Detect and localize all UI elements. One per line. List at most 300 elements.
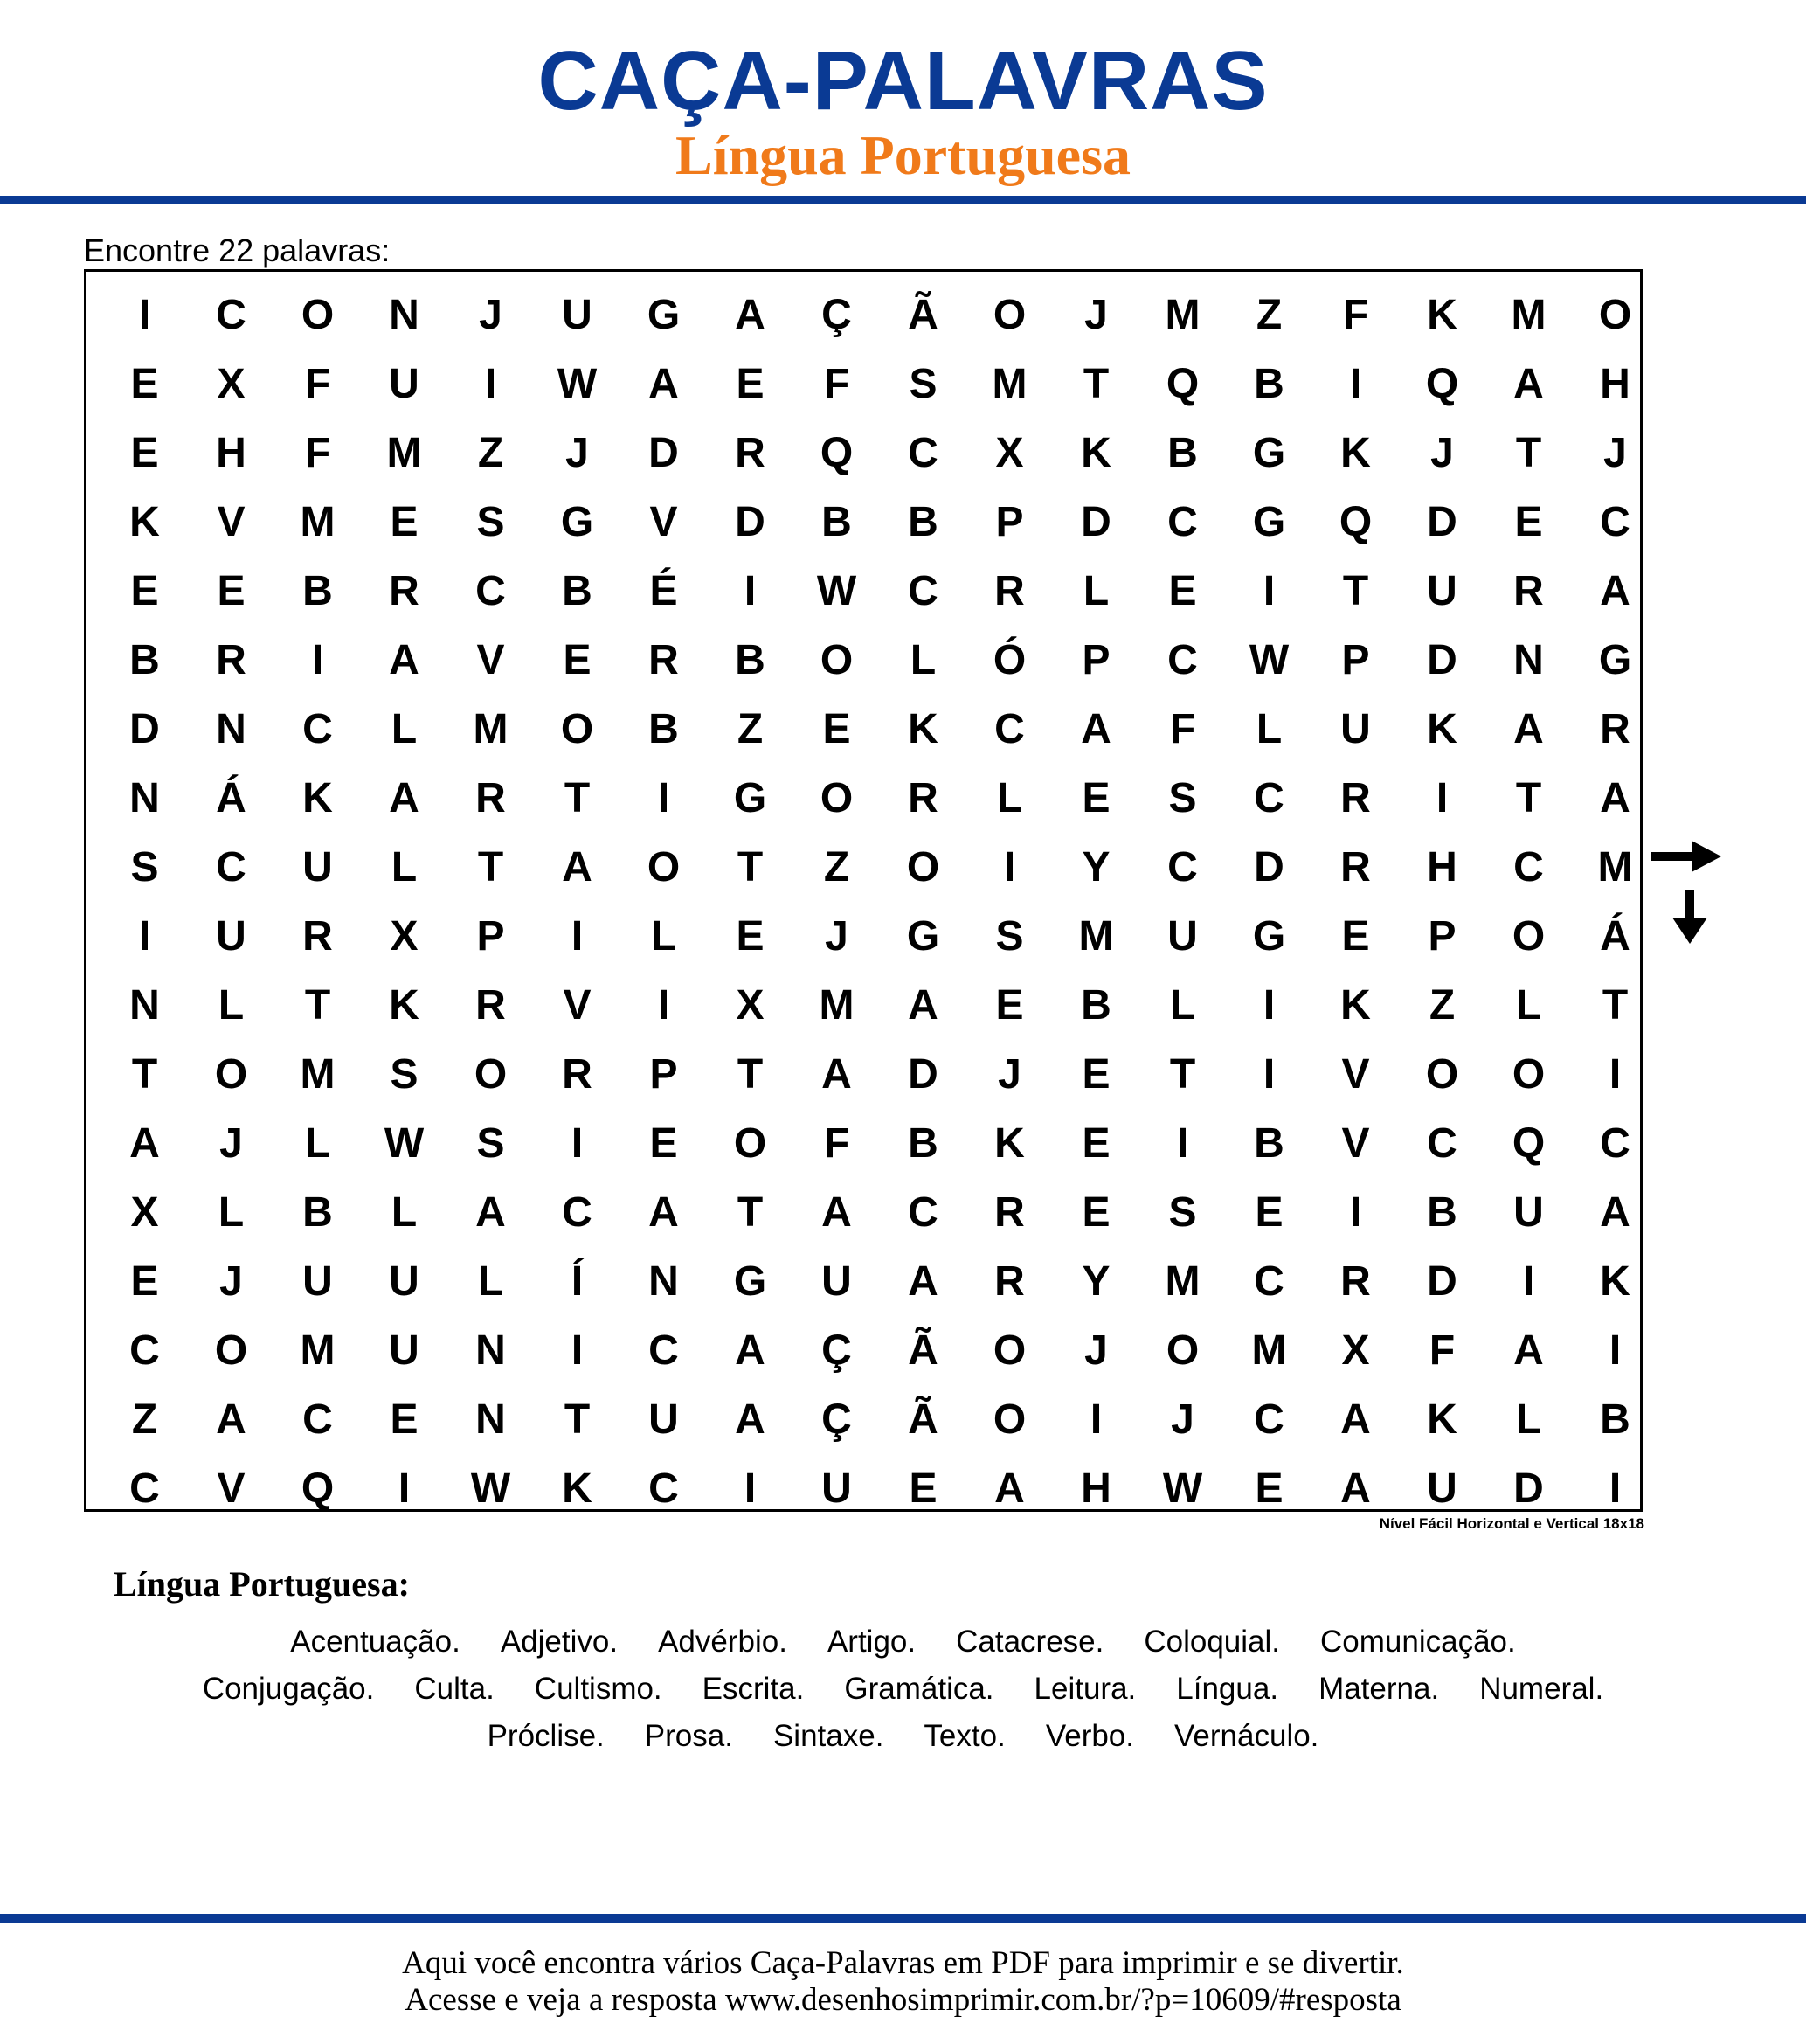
grid-cell: E	[736, 361, 765, 407]
grid-cell: E	[563, 637, 592, 683]
grid-cell: Z	[477, 430, 504, 476]
grid-cell: Z	[131, 1396, 158, 1443]
grid-cell: R	[735, 430, 765, 476]
grid-cell: J	[565, 430, 589, 476]
grid-cell: S	[995, 913, 1024, 960]
grid-cell: C	[1254, 1258, 1284, 1305]
grid-cell: L	[1256, 706, 1283, 752]
grid-cell: G	[1252, 430, 1286, 476]
grid-cell: J	[1171, 1396, 1194, 1443]
grid-cell: Á	[216, 775, 246, 821]
grid-cell: K	[129, 499, 160, 545]
grid-cell: K	[1340, 982, 1371, 1029]
grid-cell: V	[563, 982, 592, 1029]
grid-cell: V	[476, 637, 505, 683]
grid-cell: A	[735, 1396, 765, 1443]
grid-cell: K	[1081, 430, 1111, 476]
grid-cell: U	[389, 361, 419, 407]
word-list-item: Próclise.	[487, 1719, 605, 1753]
grid-cell: B	[908, 1120, 938, 1167]
grid-cell: A	[1600, 775, 1630, 821]
grid-cell: R	[1513, 568, 1544, 614]
grid-cell: A	[1340, 1465, 1371, 1512]
word-list-item: Prosa.	[644, 1719, 733, 1753]
grid-cell: K	[389, 982, 419, 1029]
grid-cell: R	[562, 1051, 592, 1098]
grid-cell: C	[302, 1396, 333, 1443]
grid-cell: F	[304, 361, 331, 407]
grid-cell: E	[1168, 568, 1197, 614]
grid-cell: C	[1167, 637, 1198, 683]
word-list-item: Verbo.	[1045, 1719, 1135, 1753]
grid-cell: T	[1515, 775, 1542, 821]
grid-cell: T	[1083, 361, 1110, 407]
grid-cell: U	[1427, 1465, 1457, 1512]
grid-cell: T	[131, 1051, 158, 1098]
grid-cell: I	[138, 292, 151, 338]
word-list-item: Gramática.	[844, 1672, 994, 1706]
grid-cell: Q	[1166, 361, 1200, 407]
grid-cell: C	[216, 844, 246, 890]
grid-cell: B	[1254, 361, 1284, 407]
grid-cell: C	[216, 292, 246, 338]
grid-cell: M	[300, 1327, 336, 1374]
word-list-item: Vernáculo.	[1174, 1719, 1319, 1753]
grid-cell: N	[129, 982, 160, 1029]
grid-cell: A	[389, 637, 419, 683]
grid-cell: A	[1600, 1189, 1630, 1236]
grid-cell: F	[304, 430, 331, 476]
grid-cell: M	[300, 1051, 336, 1098]
grid-cell: B	[735, 637, 765, 683]
grid-cell: W	[1162, 1465, 1203, 1512]
grid-cell: A	[735, 1327, 765, 1374]
grid-cell: L	[1515, 1396, 1542, 1443]
grid-cell: J	[479, 292, 502, 338]
grid-cell: B	[302, 1189, 333, 1236]
grid-cell: A	[1600, 568, 1630, 614]
grid-cell: F	[1342, 292, 1369, 338]
grid-cell: Á	[1600, 913, 1630, 960]
grid-cell: P	[1082, 637, 1111, 683]
grid-cell: C	[1167, 844, 1198, 890]
grid-cell: C	[1427, 1120, 1457, 1167]
grid-cell: W	[384, 1120, 425, 1167]
grid-cell: E	[130, 568, 159, 614]
grid-cell: S	[1168, 1189, 1197, 1236]
grid-cell: E	[130, 361, 159, 407]
grid-cell: U	[1340, 706, 1371, 752]
grid-cell: M	[1078, 913, 1114, 960]
grid-cell: E	[1082, 775, 1111, 821]
word-list-item: Conjugação.	[202, 1672, 375, 1706]
grid-cell: U	[1427, 568, 1457, 614]
grid-cell: I	[311, 637, 324, 683]
grid-cell: L	[391, 706, 418, 752]
grid-cell: B	[562, 568, 592, 614]
grid-cell: Q	[820, 430, 854, 476]
grid-cell: I	[1176, 1120, 1189, 1167]
grid-cell: N	[129, 775, 160, 821]
grid-cell: O	[993, 1327, 1027, 1374]
grid-cell: T	[564, 775, 591, 821]
grid-cell: Í	[571, 1258, 584, 1305]
grid-cell: Q	[1512, 1120, 1546, 1167]
grid-cell: I	[484, 361, 497, 407]
grid-cell: A	[648, 1189, 679, 1236]
grid-cell: R	[302, 913, 333, 960]
grid-cell: Ó	[993, 637, 1027, 683]
grid-cell: L	[1515, 982, 1542, 1029]
grid-cell: A	[908, 1258, 938, 1305]
grid-cell: R	[389, 568, 419, 614]
grid-cell: A	[1513, 706, 1544, 752]
grid-cell: H	[1081, 1465, 1111, 1512]
grid-cell: J	[219, 1258, 243, 1305]
grid-cell: Z	[1256, 292, 1283, 338]
grid-cell: T	[737, 1189, 764, 1236]
grid-cell: I	[571, 1327, 584, 1374]
grid-cell: L	[304, 1120, 331, 1167]
grid-cell: R	[994, 568, 1025, 614]
grid-cell: A	[1513, 361, 1544, 407]
word-list-item: Escrita.	[702, 1672, 805, 1706]
grid-cell: Q	[1339, 499, 1373, 545]
word-list-title: Língua Portuguesa:	[114, 1564, 410, 1604]
footer-line-2: Acesse e veja a resposta www.desenhosimprimir.com.br/?p=10609/#resposta	[405, 1982, 1401, 2018]
grid-cell: T	[1169, 1051, 1196, 1098]
grid-cell: D	[735, 499, 765, 545]
word-list-item: Cultismo.	[534, 1672, 662, 1706]
grid-cell: B	[1427, 1189, 1457, 1236]
grid-cell: X	[736, 982, 765, 1029]
grid-cell: C	[475, 568, 506, 614]
grid-cell: G	[1252, 913, 1286, 960]
grid-cell: R	[1340, 775, 1371, 821]
grid-cell: E	[1082, 1120, 1111, 1167]
grid-cell: C	[908, 1189, 938, 1236]
word-list-item: Leitura.	[1034, 1672, 1137, 1706]
grid-cell: A	[475, 1189, 506, 1236]
grid-cell: Ã	[908, 1396, 938, 1443]
grid-cell: T	[1515, 430, 1542, 476]
grid-cell: C	[908, 430, 938, 476]
grid-cell: C	[1600, 1120, 1630, 1167]
grid-cell: U	[389, 1258, 419, 1305]
grid-cell: V	[217, 499, 246, 545]
grid-cell: I	[1090, 1396, 1103, 1443]
grid-cell: D	[1427, 1258, 1457, 1305]
grid-cell: L	[391, 1189, 418, 1236]
grid-cell: L	[650, 913, 677, 960]
grid-cell: R	[994, 1258, 1025, 1305]
grid-cell: I	[398, 1465, 411, 1512]
grid-cell: E	[649, 1120, 678, 1167]
grid-cell: R	[908, 775, 938, 821]
grid-cell: A	[1340, 1396, 1371, 1443]
grid-cell: O	[733, 1120, 767, 1167]
grid-cell: U	[302, 844, 333, 890]
grid-cell: K	[1427, 292, 1457, 338]
grid-cell: J	[219, 1120, 243, 1167]
grid-cell: G	[733, 1258, 767, 1305]
grid-cell: U	[648, 1396, 679, 1443]
grid-cell: H	[1427, 844, 1457, 890]
grid-cell: B	[648, 706, 679, 752]
bottom-divider	[0, 1914, 1806, 1923]
grid-cell: O	[301, 292, 335, 338]
grid-cell: I	[1263, 982, 1276, 1029]
grid-cell: I	[1609, 1327, 1622, 1374]
grid-cell: C	[1167, 499, 1198, 545]
grid-cell: X	[390, 913, 419, 960]
grid-cell: O	[560, 706, 594, 752]
grid-cell: C	[129, 1465, 160, 1512]
grid-cell: O	[1166, 1327, 1200, 1374]
grid-cell: L	[218, 982, 245, 1029]
grid-cell: A	[1513, 1327, 1544, 1374]
grid-cell: W	[557, 361, 598, 407]
grid-cell: Y	[1082, 844, 1111, 890]
grid-cell: N	[1513, 637, 1544, 683]
grid-cell: E	[1255, 1465, 1284, 1512]
grid-cell: R	[1600, 706, 1630, 752]
grid-cell: S	[1168, 775, 1197, 821]
grid-cell: M	[1597, 844, 1633, 890]
grid-cell: K	[1340, 430, 1371, 476]
grid-cell: I	[138, 913, 151, 960]
grid-cell: N	[648, 1258, 679, 1305]
grid-cell: G	[906, 913, 940, 960]
grid-cell: E	[1514, 499, 1543, 545]
grid-cell: I	[657, 982, 670, 1029]
grid-cell: B	[1600, 1396, 1630, 1443]
grid-cell: M	[300, 499, 336, 545]
grid-cell: J	[1430, 430, 1454, 476]
grid-cell: A	[821, 1051, 852, 1098]
grid-cell: U	[1513, 1189, 1544, 1236]
grid-cell: K	[994, 1120, 1025, 1167]
grid-cell: G	[1252, 499, 1286, 545]
word-list-item: Adjetivo.	[500, 1625, 619, 1659]
grid-cell: B	[302, 568, 333, 614]
grid-cell: L	[1083, 568, 1110, 614]
grid-cell: M	[473, 706, 509, 752]
grid-cell: E	[909, 1465, 938, 1512]
grid-cell: O	[1512, 1051, 1546, 1098]
word-list-row	[0, 1713, 1806, 1760]
grid-cell: S	[390, 1051, 419, 1098]
instructions: Encontre 22 palavras:	[84, 232, 391, 268]
grid-cell: P	[649, 1051, 678, 1098]
grid-cell: U	[562, 292, 592, 338]
grid-cell: A	[648, 361, 679, 407]
word-list-item: Texto.	[924, 1719, 1006, 1753]
grid-cell: K	[1600, 1258, 1630, 1305]
grid-cell: T	[477, 844, 504, 890]
grid-cell: N	[389, 292, 419, 338]
grid-cell: A	[994, 1465, 1025, 1512]
grid-cell: O	[993, 292, 1027, 338]
grid-cell: T	[564, 1396, 591, 1443]
grid-cell: R	[475, 982, 506, 1029]
grid-cell: G	[560, 499, 594, 545]
grid-cell: R	[994, 1189, 1025, 1236]
grid-cell: P	[476, 913, 505, 960]
grid-cell: W	[816, 568, 857, 614]
grid-cell: F	[1169, 706, 1196, 752]
grid-cell: G	[647, 292, 681, 338]
grid-cell: Ã	[908, 292, 938, 338]
grid-cell: O	[214, 1327, 248, 1374]
grid-cell: O	[647, 844, 681, 890]
grid-cell: C	[1513, 844, 1544, 890]
grid-cell: C	[302, 706, 333, 752]
grid-cell: M	[819, 982, 855, 1029]
grid-cell: V	[649, 499, 678, 545]
grid-cell: F	[1429, 1327, 1456, 1374]
grid-cell: B	[908, 499, 938, 545]
grid-cell: X	[130, 1189, 159, 1236]
grid-cell: O	[1425, 1051, 1459, 1098]
grid-cell: K	[562, 1465, 592, 1512]
word-list-row	[0, 1666, 1806, 1713]
grid-cell: U	[821, 1465, 852, 1512]
grid-cell: E	[130, 430, 159, 476]
word-list-item: Sintaxe.	[772, 1719, 884, 1753]
grid-cell: C	[648, 1327, 679, 1374]
grid-cell: D	[648, 430, 679, 476]
grid-cell: A	[908, 982, 938, 1029]
word-list-item: Acentuação.	[290, 1625, 460, 1659]
arrow-down-icon	[1671, 890, 1709, 944]
grid-cell: E	[1341, 913, 1370, 960]
grid-cell: O	[1512, 913, 1546, 960]
grid-cell: L	[477, 1258, 504, 1305]
grid-cell: R	[1340, 844, 1371, 890]
grid-cell: Z	[1429, 982, 1456, 1029]
grid-cell: G	[1598, 637, 1632, 683]
grid-cell: I	[1263, 568, 1276, 614]
grid-cell: M	[386, 430, 422, 476]
grid-cell: E	[736, 913, 765, 960]
grid-cell: J	[1084, 1327, 1108, 1374]
grid-cell: I	[1609, 1465, 1622, 1512]
grid-cell: T	[737, 1051, 764, 1098]
page-subtitle: Língua Portuguesa	[675, 124, 1131, 186]
word-grid	[101, 281, 1658, 1523]
grid-cell: D	[1513, 1465, 1544, 1512]
grid-cell: D	[1427, 499, 1457, 545]
grid-cell: Ç	[821, 1327, 852, 1374]
grid-cell: A	[129, 1120, 160, 1167]
grid-cell: O	[474, 1051, 508, 1098]
grid-cell: K	[1427, 1396, 1457, 1443]
grid-cell: D	[908, 1051, 938, 1098]
grid-cell: N	[475, 1327, 506, 1374]
grid-cell: P	[1428, 913, 1457, 960]
grid-cell: D	[129, 706, 160, 752]
grid-cell: E	[1082, 1189, 1111, 1236]
grid-cell: I	[657, 775, 670, 821]
grid-cell: Ç	[821, 292, 852, 338]
grid-cell: I	[1349, 361, 1362, 407]
word-list-item: Coloquial.	[1144, 1625, 1281, 1659]
grid-cell: C	[562, 1189, 592, 1236]
grid-cell: E	[130, 1258, 159, 1305]
grid-cell: A	[389, 775, 419, 821]
grid-cell: C	[1600, 499, 1630, 545]
grid-cell: P	[995, 499, 1024, 545]
grid-cell: J	[825, 913, 848, 960]
word-list-item: Catacrese.	[956, 1625, 1104, 1659]
grid-cell: Z	[823, 844, 850, 890]
grid-cell: E	[1255, 1189, 1284, 1236]
word-list-item: Materna.	[1318, 1672, 1440, 1706]
grid-cell: C	[994, 706, 1025, 752]
grid-cell: F	[823, 361, 850, 407]
grid-cell: I	[1436, 775, 1449, 821]
grid-cell: J	[1603, 430, 1627, 476]
grid-cell: C	[648, 1465, 679, 1512]
grid-cell: A	[1081, 706, 1111, 752]
grid-cell: M	[1165, 1258, 1201, 1305]
grid-cell: S	[130, 844, 159, 890]
grid-cell: U	[821, 1258, 852, 1305]
footer-line-1: Aqui você encontra vários Caça-Palavras em PDF para imprimir e se divertir.	[402, 1945, 1404, 1981]
grid-cell: B	[129, 637, 160, 683]
grid-cell: Ã	[908, 1327, 938, 1374]
grid-cell: C	[908, 568, 938, 614]
grid-cell: E	[217, 568, 246, 614]
grid-cell: E	[995, 982, 1024, 1029]
word-list-item: Comunicação.	[1320, 1625, 1516, 1659]
grid-cell: E	[1082, 1051, 1111, 1098]
grid-cell: I	[744, 1465, 757, 1512]
grid-cell: D	[1427, 637, 1457, 683]
grid-cell: U	[1167, 913, 1198, 960]
grid-cell: O	[906, 844, 940, 890]
grid-cell: É	[649, 568, 678, 614]
grid-cell: I	[744, 568, 757, 614]
grid-cell: N	[475, 1396, 506, 1443]
grid-cell: I	[571, 913, 584, 960]
grid-cell: L	[218, 1189, 245, 1236]
word-grid-frame	[84, 269, 1643, 1512]
grid-cell: B	[821, 499, 852, 545]
grid-cell: T	[304, 982, 331, 1029]
grid-cell: R	[216, 637, 246, 683]
grid-cell: U	[216, 913, 246, 960]
grid-cell: F	[823, 1120, 850, 1167]
grid-cell: I	[1263, 1051, 1276, 1098]
grid-cell: T	[1342, 568, 1369, 614]
arrow-right-icon	[1651, 839, 1721, 874]
grid-cell: H	[1600, 361, 1630, 407]
grid-cell: I	[571, 1120, 584, 1167]
grid-cell: S	[909, 361, 938, 407]
grid-cell: K	[1427, 706, 1457, 752]
grid-cell: H	[216, 430, 246, 476]
difficulty-note: Nível Fácil Horizontal e Vertical 18x18	[1379, 1515, 1644, 1532]
grid-cell: A	[216, 1396, 246, 1443]
grid-cell: J	[1084, 292, 1108, 338]
grid-cell: T	[737, 844, 764, 890]
grid-cell: O	[820, 637, 854, 683]
word-list-item: Numeral.	[1479, 1672, 1604, 1706]
grid-cell: D	[1081, 499, 1111, 545]
grid-cell: Z	[737, 706, 764, 752]
